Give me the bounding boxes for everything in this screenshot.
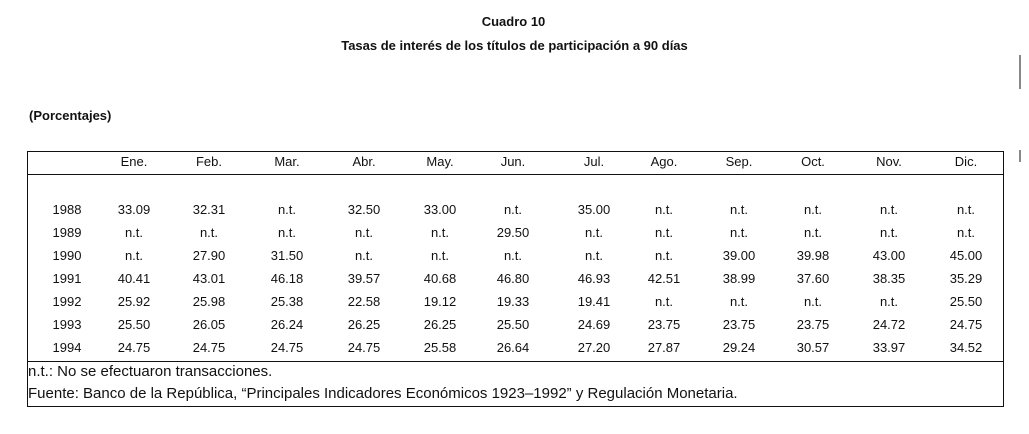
table-cell: n.t. bbox=[354, 225, 374, 240]
row-year: 1991 bbox=[52, 271, 82, 286]
table-cell: 26.24 bbox=[270, 317, 304, 332]
month-header: Jul. bbox=[583, 154, 605, 169]
table-cell: n.t. bbox=[277, 225, 297, 240]
table-cell: 46.18 bbox=[270, 271, 304, 286]
table-cell: 46.93 bbox=[577, 271, 611, 286]
month-header: May. bbox=[426, 154, 454, 169]
table-cell: n.t. bbox=[803, 202, 823, 217]
table-cell: 43.01 bbox=[192, 271, 226, 286]
month-header: Ene. bbox=[120, 154, 148, 169]
table-cell: n.t. bbox=[879, 202, 899, 217]
scan-edge-mark bbox=[1019, 55, 1021, 89]
table-cell: 24.75 bbox=[192, 340, 226, 355]
units-label: (Porcentajes) bbox=[29, 108, 112, 123]
row-year: 1988 bbox=[52, 202, 82, 217]
table-cell: 39.00 bbox=[722, 248, 756, 263]
table-cell: 26.64 bbox=[496, 340, 530, 355]
table-cell: 25.50 bbox=[117, 317, 151, 332]
table-cell: 29.24 bbox=[722, 340, 756, 355]
table-cell: 27.87 bbox=[647, 340, 681, 355]
table-cell: 19.12 bbox=[423, 294, 457, 309]
table-cell: 23.75 bbox=[647, 317, 681, 332]
table-cell: 23.75 bbox=[722, 317, 756, 332]
table-cell: n.t. bbox=[124, 225, 144, 240]
scan-edge-mark bbox=[1019, 150, 1021, 162]
table-cell: 40.41 bbox=[117, 271, 151, 286]
table-cell: 24.75 bbox=[949, 317, 983, 332]
table-cell: n.t. bbox=[803, 294, 823, 309]
table-cell: n.t. bbox=[503, 202, 523, 217]
table-cell: 25.98 bbox=[192, 294, 226, 309]
table-cell: 38.35 bbox=[872, 271, 906, 286]
table-cell: 35.29 bbox=[949, 271, 983, 286]
table-cell: n.t. bbox=[654, 248, 674, 263]
table-cell: 32.50 bbox=[347, 202, 381, 217]
table-cell: n.t. bbox=[654, 294, 674, 309]
month-header: Sep. bbox=[725, 154, 753, 169]
month-header: Abr. bbox=[352, 154, 376, 169]
table-cell: n.t. bbox=[277, 202, 297, 217]
table-cell: 25.58 bbox=[423, 340, 457, 355]
table-cell: n.t. bbox=[729, 225, 749, 240]
table-cell: n.t. bbox=[124, 248, 144, 263]
table-cell: 39.57 bbox=[347, 271, 381, 286]
table-cell: 27.20 bbox=[577, 340, 611, 355]
table-cell: n.t. bbox=[584, 225, 604, 240]
table-cell: 37.60 bbox=[796, 271, 830, 286]
month-header: Ago. bbox=[650, 154, 678, 169]
month-header: Dic. bbox=[954, 154, 978, 169]
table-cell: n.t. bbox=[879, 225, 899, 240]
table-cell: 29.50 bbox=[496, 225, 530, 240]
row-year: 1993 bbox=[52, 317, 82, 332]
header-divider bbox=[27, 174, 1004, 175]
table-cell: n.t. bbox=[584, 248, 604, 263]
table-cell: 23.75 bbox=[796, 317, 830, 332]
table-cell: 40.68 bbox=[423, 271, 457, 286]
table-cell: 22.58 bbox=[347, 294, 381, 309]
table-cell: 31.50 bbox=[270, 248, 304, 263]
table-cell: n.t. bbox=[956, 202, 976, 217]
table-cell: n.t. bbox=[879, 294, 899, 309]
table-cell: 25.50 bbox=[949, 294, 983, 309]
row-year: 1989 bbox=[52, 225, 82, 240]
row-year: 1992 bbox=[52, 294, 82, 309]
table-cell: 46.80 bbox=[496, 271, 530, 286]
table-cell: 24.75 bbox=[347, 340, 381, 355]
table-cell: n.t. bbox=[199, 225, 219, 240]
table-cell: 25.38 bbox=[270, 294, 304, 309]
row-year: 1994 bbox=[52, 340, 82, 355]
table-number: Cuadro 10 bbox=[481, 14, 546, 29]
table-cell: 45.00 bbox=[949, 248, 983, 263]
table-cell: 25.92 bbox=[117, 294, 151, 309]
footnote-nt: n.t.: No se efectuaron transacciones. bbox=[28, 363, 273, 380]
table-cell: 24.75 bbox=[270, 340, 304, 355]
table-cell: 35.00 bbox=[577, 202, 611, 217]
table-cell: 24.72 bbox=[872, 317, 906, 332]
table-cell: n.t. bbox=[956, 225, 976, 240]
footnote-source: Fuente: Banco de la República, “Principales Indicadores Económicos 1923–1992” y Regulación Monetaria. bbox=[28, 385, 738, 402]
table-cell: n.t. bbox=[430, 225, 450, 240]
table-cell: n.t. bbox=[654, 225, 674, 240]
table-cell: 27.90 bbox=[192, 248, 226, 263]
table-cell: 26.25 bbox=[347, 317, 381, 332]
table-cell: 30.57 bbox=[796, 340, 830, 355]
table-cell: 26.25 bbox=[423, 317, 457, 332]
table-cell: n.t. bbox=[503, 248, 523, 263]
table-cell: n.t. bbox=[729, 202, 749, 217]
row-year: 1990 bbox=[52, 248, 82, 263]
table-cell: n.t. bbox=[654, 202, 674, 217]
month-header: Oct. bbox=[801, 154, 825, 169]
month-header: Nov. bbox=[876, 154, 902, 169]
table-cell: 25.50 bbox=[496, 317, 530, 332]
table-cell: 34.52 bbox=[949, 340, 983, 355]
table-cell: 43.00 bbox=[872, 248, 906, 263]
table-cell: 38.99 bbox=[722, 271, 756, 286]
table-cell: 33.00 bbox=[423, 202, 457, 217]
table-title: Tasas de interés de los títulos de participación a 90 días bbox=[341, 38, 688, 53]
month-header: Mar. bbox=[274, 154, 300, 169]
table-cell: 24.75 bbox=[117, 340, 151, 355]
table-cell: 19.33 bbox=[496, 294, 530, 309]
table-cell: n.t. bbox=[729, 294, 749, 309]
table-cell: n.t. bbox=[430, 248, 450, 263]
month-header: Feb. bbox=[195, 154, 222, 169]
table-cell: 26.05 bbox=[192, 317, 226, 332]
table-cell: 19.41 bbox=[577, 294, 611, 309]
table-cell: 33.97 bbox=[872, 340, 906, 355]
table-cell: n.t. bbox=[803, 225, 823, 240]
table-cell: n.t. bbox=[354, 248, 374, 263]
table-cell: 39.98 bbox=[796, 248, 830, 263]
table-cell: 33.09 bbox=[117, 202, 151, 217]
table-cell: 24.69 bbox=[577, 317, 611, 332]
table-cell: 32.31 bbox=[192, 202, 226, 217]
month-header: Jun. bbox=[500, 154, 526, 169]
table-cell: 42.51 bbox=[647, 271, 681, 286]
